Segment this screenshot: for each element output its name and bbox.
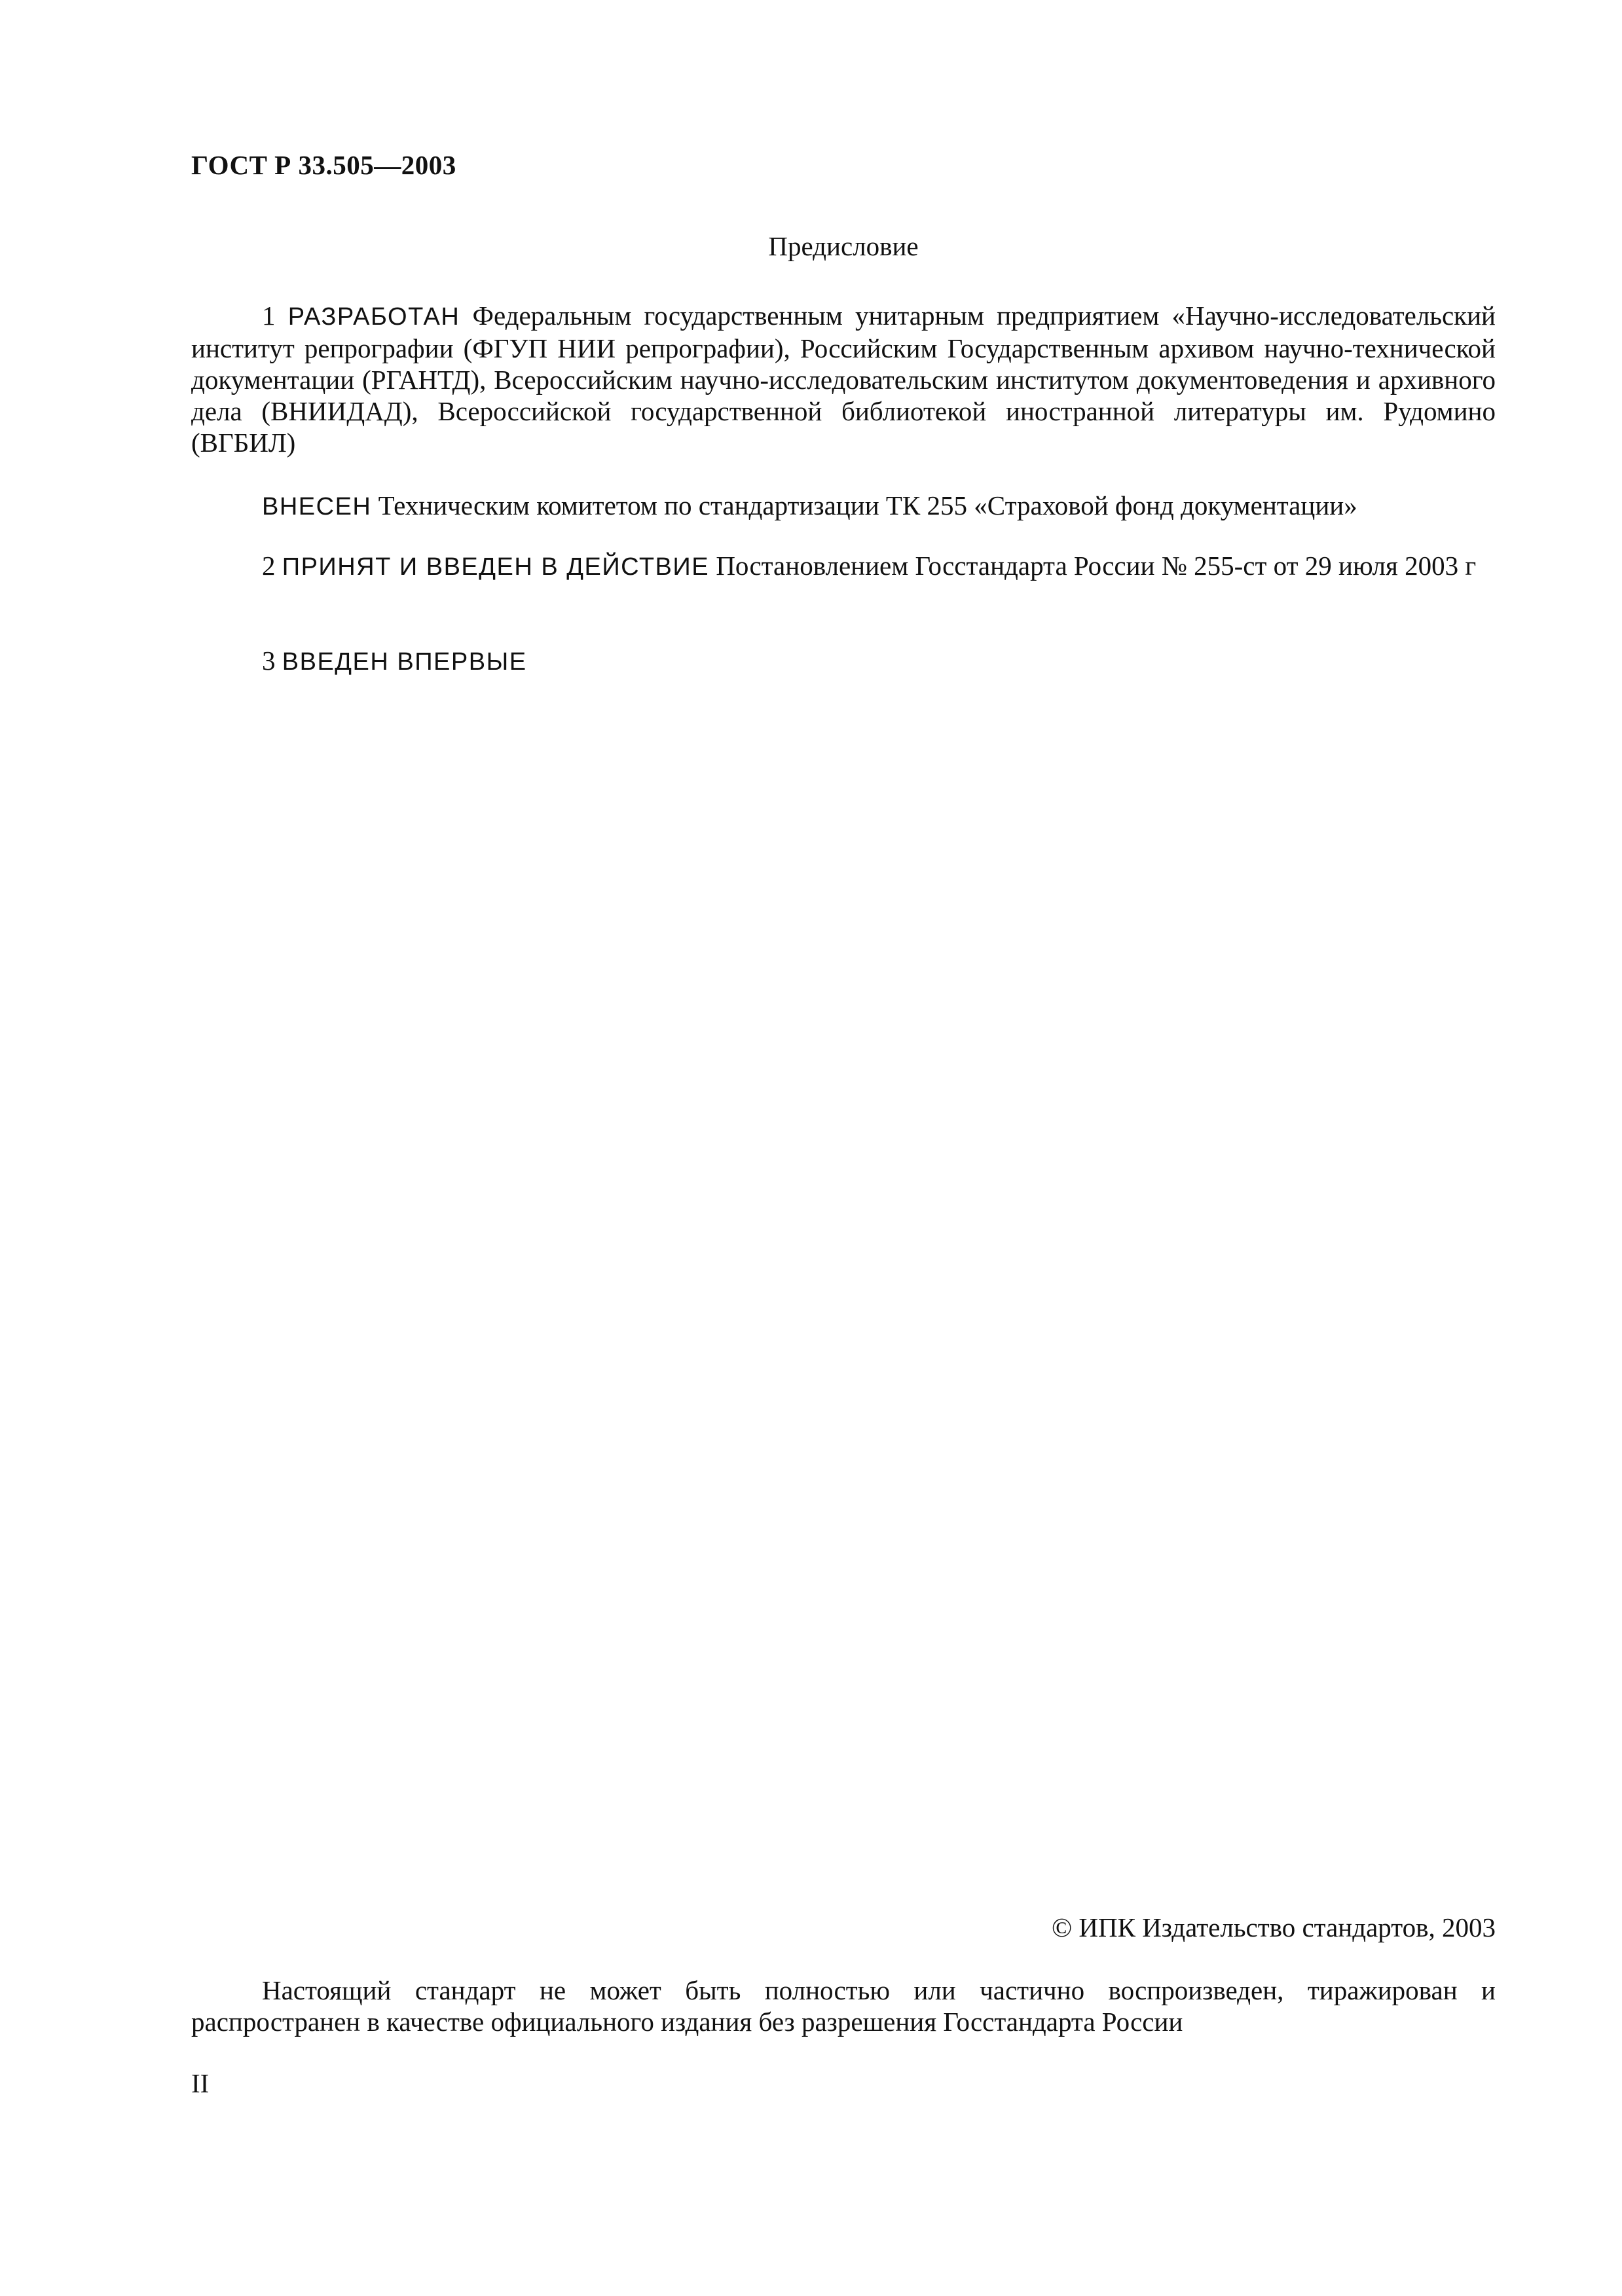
paragraph-lead: ВВЕДЕН ВПЕРВЫЕ [282,648,527,676]
paragraph-text: Постановлением Госстандарта России № 255-ст от 29 июля 2003 г [709,551,1477,581]
paragraph-text: Техническим комитетом по стандартизации ТК 255 «Страховой фонд документации» [371,490,1357,520]
paragraph-number: 3 [262,646,282,676]
paragraph-lead: РАЗРАБОТАН [287,303,460,331]
paragraph-adopted [191,550,1496,583]
paragraph-developed-by [191,300,1496,458]
paragraph-number: 2 [262,551,282,581]
paragraph-lead: ПРИНЯТ И ВВЕДЕН В ДЕЙСТВИЕ [282,553,710,581]
page-number: II [191,2068,210,2098]
paragraph-first-introduced [191,645,1496,678]
paragraph-text: Федеральным государственным унитарным предприятием «Научно-исследовательский институт репрографии (ФГУП НИИ репрографии), Российским Государственным архивом научно-технической документации (РГАНТД), Всероссийским научно-исследовательским институтом документоведения и архивного дела (ВНИИДАД), Всероссийской государственной библиотекой иностранной литературы им. Рудомино (ВГБИЛ) [191,301,1496,458]
document-code: ГОСТ Р 33.505—2003 [191,150,456,180]
foreword-title: Предисловие [768,231,919,261]
copyright-line: © ИПК Издательство стандартов, 2003 [1051,1912,1496,1942]
reproduction-notice [191,1975,1496,2037]
paragraph-number: 1 [262,301,288,331]
notice-text: Настоящий стандарт не может быть полностью или частично воспроизведен, тиражирован и распространен в качестве официального издания без разрешения Госстандарта России [191,1975,1496,2037]
paragraph-introduced-by [191,490,1496,522]
paragraph-lead: ВНЕСЕН [262,493,372,520]
